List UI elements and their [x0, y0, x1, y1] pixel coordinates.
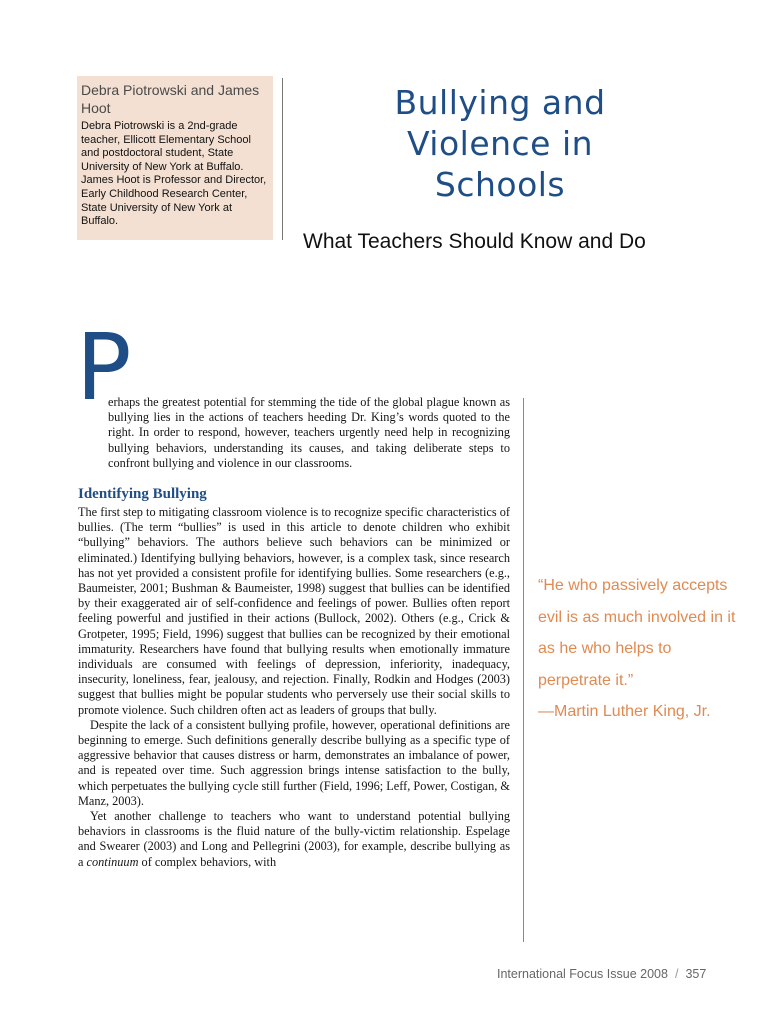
quote-attribution: —Martin Luther King, Jr.: [538, 703, 711, 720]
drop-cap: P: [76, 314, 132, 421]
author-bio: Debra Piotrowski is a 2nd-grade teacher, Ellicott Elementary School and postdoctoral student, State University of New York at Buffalo. James Hoot is Professor and Director, Early Childhood Research Center, State University of New York at Buffalo.: [81, 120, 267, 228]
body-text: [78, 505, 510, 870]
paragraph-3-end: of complex behaviors, with: [138, 854, 277, 869]
sidebar-divider: [523, 398, 524, 942]
author-names: Debra Piotrowski and James Hoot: [81, 82, 260, 116]
section-heading: Identifying Bullying: [78, 486, 207, 502]
body-paragraph-2: Despite the lack of a consistent bullying profile, however, operational definitions are beginning to emerge. Such definitions generally describe bullying as a specific type of aggressive behavior that causes distress or harm, demonstrates an imbalance of power, and is repeated over time. Such aggression brings intense satisfaction to the bully, which perpetuates the bullying cycle still further (Field, 1996; Leff, Power, Costigan, & Manz, 2003).: [78, 717, 510, 808]
page-number: 357: [685, 967, 707, 981]
quote-text: “He who passively accepts evil is as much involved in it as he who helps to perpetrate it.”: [538, 577, 736, 689]
title-line-3: Schools: [434, 165, 566, 204]
footer-separator: /: [674, 967, 679, 981]
title-line-2: Violence in: [406, 124, 594, 163]
body-paragraph-1: The first step to mitigating classroom violence is to recognize specific characteristics of bullies. (The term “bullies” is used in this article to denote children who exhibit “bullying” behaviors. The authors believe such behaviors can be minimized or eliminated.) Identifying bullying behaviors, however, is a complex task, since research has not yet provided a consistent profile for identifying bullies. Some researchers (e.g., Baumeister, 2001; Bushman & Baumeister, 1998) suggest that bullies can be identified by their exaggerated air of self-confidence and feelings of power. Bullies often report feeling powerful and justified in their actions (Bullock, 2002). Others (e.g., Crick & Grotpeter, 1995; Field, 1996) suggest that bullies can be recognized by their emotional immaturity. Researchers have found that bullying results when emotionally immature individuals are consumed with feelings of depression, inferiority, inadequacy, insecurity, loneliness, fear, jealousy, and rejection. Finally, Rodkin and Hodges (2003) suggest that bullies might be popular students who perversely use their social skills to promote violence. Such children often act as leaders of groups that bully.: [78, 505, 510, 717]
intro-paragraph: [78, 395, 510, 471]
body-paragraph-3: [78, 809, 510, 870]
page-footer: [497, 967, 706, 981]
intro-text: erhaps the greatest potential for stemming the tide of the global plague known as bullying lies in the actions of teachers heeding Dr. King’s words quoted to the right. In order to respond, however, teachers urgently need help in recognizing bullying behaviors, understanding its causes, and taking deliberate steps to confront bullying and violence in our classrooms.: [108, 395, 510, 470]
emphasis-continuum: continuum: [86, 854, 139, 869]
header-divider: [282, 78, 283, 240]
author-info-box: [77, 76, 273, 240]
article-subtitle: What Teachers Should Know and Do: [303, 230, 646, 253]
publication-name: International Focus Issue 2008: [497, 967, 668, 981]
article-title: [300, 82, 700, 205]
paragraph-3-text: Yet another challenge to teachers who want to understand potential bullying behaviors in classrooms is the fluid nature of the bully-victim relationship. Espelage and Swearer (2003) and Long and Pellegrini (2003), for example, describe bullying as a: [78, 809, 510, 869]
pull-quote: [538, 570, 738, 728]
title-line-1: Bullying and: [394, 83, 606, 122]
